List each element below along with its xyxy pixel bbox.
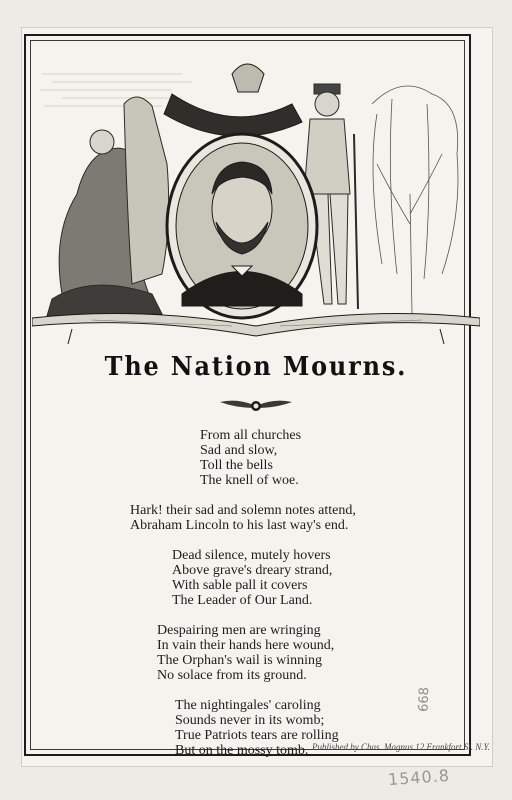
stanza-3 <box>0 548 512 608</box>
stanza-2 <box>0 503 512 533</box>
poem-line: In vain their hands here wound, <box>157 638 335 653</box>
poem-line: Hark! their sad and solemn notes attend, <box>130 503 356 518</box>
lincoln-portrait <box>167 134 317 318</box>
poem-line: Abraham Lincoln to his last way's end. <box>130 518 349 533</box>
poem-line: The Leader of Our Land. <box>172 593 313 608</box>
poem-line: But on the mossy tomb. <box>175 743 309 758</box>
poem-line: No solace from its ground. <box>157 668 307 683</box>
memorial-engraving <box>32 44 480 344</box>
poem-line: Above grave's dreary strand, <box>172 563 333 578</box>
poem-line: The nightingales' caroling <box>175 698 321 713</box>
stanza-1 <box>0 428 512 488</box>
poem-line: True Patriots tears are rolling <box>175 728 339 743</box>
pencil-annotation-margin: 668 <box>416 686 433 713</box>
poem-line: Dead silence, mutely hovers <box>172 548 331 563</box>
funeral-drape <box>164 64 302 136</box>
publisher-imprint: Published by Chas. Magnus 12 Frankfort St. N.Y. <box>312 742 490 752</box>
poem-title: The Nation Mourns. <box>104 352 408 382</box>
poem-line: Toll the bells <box>200 458 273 473</box>
poem-line: Sounds never in its womb; <box>175 713 325 728</box>
willow-tree <box>372 86 458 314</box>
poem-line: With sable pall it covers <box>172 578 308 593</box>
stanza-4 <box>0 623 512 683</box>
mourning-women-figure <box>47 97 169 316</box>
poem-line: Despairing men are wringing <box>157 623 321 638</box>
winged-emblem <box>218 396 294 416</box>
poem-body <box>0 428 512 773</box>
poem-line: The knell of woe. <box>200 473 299 488</box>
pencil-annotation-bottom: 1540.8 <box>387 765 451 790</box>
poem-line: The Orphan's wail is winning <box>157 653 323 668</box>
ribbon-banner <box>32 314 480 345</box>
poem-line: From all churches <box>200 428 302 443</box>
poem-line: Sad and slow, <box>200 443 278 458</box>
